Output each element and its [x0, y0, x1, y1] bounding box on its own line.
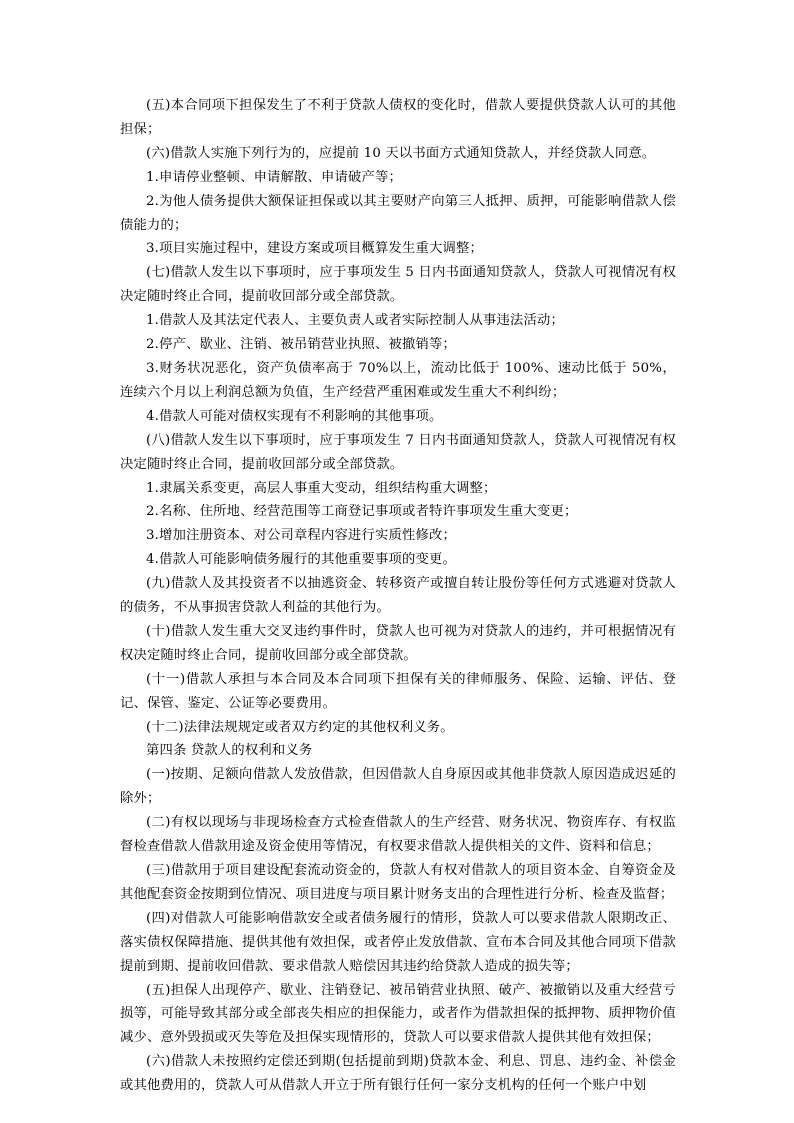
paragraph: 1.隶属关系变更，高层人事重大变动，组织结构重大调整；: [146, 480, 497, 496]
paragraph: 3.项目实施过程中，建设方案或项目概算发生重大调整；: [146, 241, 484, 257]
paragraph: (五)本合同项下担保发生了不利于贷款人债权的变化时，借款人要提供贷款人认可的其他担保；: [120, 98, 676, 137]
paragraph: (七)借款人发生以下事项时，应于事项发生 5 日内书面通知贷款人，贷款人可视情况有权决定随时终止合同，提前收回部分或全部贷款。: [120, 265, 676, 305]
paragraph: (一)按期、足额向借款人发放借款，但因借款人自身原因或其他非贷款人原因造成迟延的除外；: [120, 767, 676, 807]
paragraph: (六)借款人未按照约定偿还到期(包括提前到期)贷款本金、利息、罚息、违约金、补偿金或其他费用的，贷款人可从借款人开立于所有银行任何一家分支机构的任何一个账户中划: [120, 1054, 676, 1094]
paragraph: (六)借款人实施下列行为的，应提前 10 天以书面方式通知贷款人，并经贷款人同意。: [146, 145, 656, 161]
paragraph: (十二)法律法规规定或者双方约定的其他权利义务。: [146, 719, 454, 735]
paragraph: 2.停产、歇业、注销、被吊销营业执照、被撤销等；: [146, 337, 457, 353]
paragraph: 2.名称、住所地、经营范围等工商登记事项或者特许事项发生重大变更；: [146, 504, 578, 520]
paragraph: (四)对借款人可能影响借款安全或者债务履行的情形，贷款人可以要求借款人限期改正、落实债权保障措施、提供其他有效担保，或者停止发放借款、宣布本合同及其他合同项下借款提前到期、提前收回借款、要求借款人赔偿因其违约给贷款人造成的损失等；: [120, 910, 676, 974]
section-heading: 第四条 贷款人的权利和义务: [146, 743, 313, 759]
paragraph: (二)有权以现场与非现场检查方式检查借款人的生产经营、财务状况、物资库存、有权监督检查借款人借款用途及资金使用等情况，有权要求借款人提供相关的文件、资料和信息；: [120, 815, 676, 855]
paragraph: (十一)借款人承担与本合同及本合同项下担保有关的律师服务、保险、运输、评估、登记、保管、鉴定、公证等必要费用。: [120, 671, 676, 711]
paragraph: 3.财务状况恶化，资产负债率高于 70%以上，流动比低于 100%、速动比低于 50%，连续六个月以上利润总额为负值，生产经营严重困难或发生重大不利纠纷；: [120, 360, 676, 400]
document-page: [120, 94, 676, 1098]
paragraph: 1.借款人及其法定代表人、主要负责人或者实际控制人从事违法活动；: [146, 313, 564, 329]
paragraph: 4.借款人可能对债权实现有不利影响的其他事项。: [146, 408, 443, 424]
paragraph: (十)借款人发生重大交叉违约事件时，贷款人也可视为对贷款人的违约，并可根据情况有权决定随时终止合同，提前收回部分或全部贷款。: [120, 623, 676, 663]
paragraph: 1.申请停业整顿、申请解散、申请破产等；: [146, 169, 403, 185]
paragraph: 4.借款人可能影响债务履行的其他重要事项的变更。: [146, 552, 457, 568]
paragraph: 3.增加注册资本、对公司章程内容进行实质性修改；: [146, 528, 457, 544]
paragraph: (三)借款用于项目建设配套流动资金的，贷款人有权对借款人的项目资本金、自筹资金及其他配套资金按期到位情况、项目进度与项目累计财务支出的合理性进行分析、检查及监督；: [120, 863, 676, 902]
paragraph: 2.为他人债务提供大额保证担保或以其主要财产向第三人抵押、质押，可能影响借款人偿债能力的；: [120, 193, 676, 233]
paragraph: (八)借款人发生以下事项时，应于事项发生 7 日内书面通知贷款人，贷款人可视情况有权决定随时终止合同，提前收回部分或全部贷款。: [120, 432, 676, 472]
paragraph: (五)担保人出现停产、歇业、注销登记、被吊销营业执照、破产、被撤销以及重大经营亏损等，可能导致其部分或全部丧失相应的担保能力，或者作为借款担保的抵押物、质押物价值减少、意外毁损或灭失等危及担保实现情形的，贷款人可以要求借款人提供其他有效担保；: [120, 982, 676, 1046]
paragraph: (九)借款人及其投资者不以抽逃资金、转移资产或擅自转让股份等任何方式逃避对贷款人的债务，不从事损害贷款人利益的其他行为。: [120, 576, 676, 616]
